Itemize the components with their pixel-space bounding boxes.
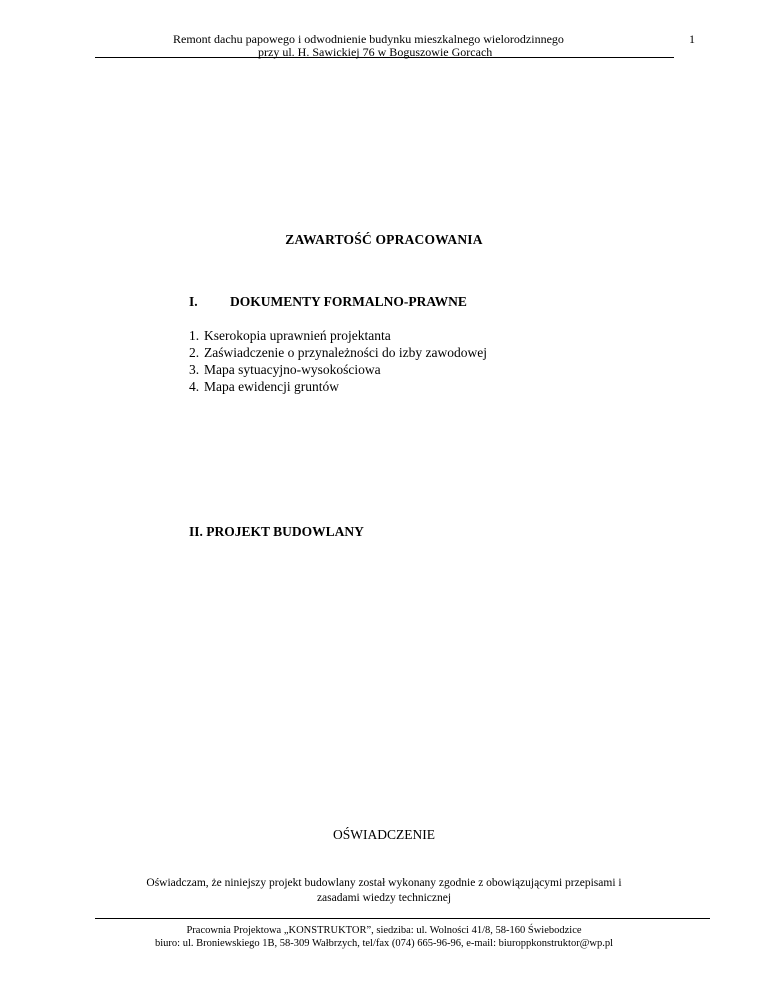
header-line-1: Remont dachu papowego i odwodnienie budynku mieszkalnego wielorodzinnego bbox=[173, 32, 564, 46]
list-item-text: Mapa sytuacyjno-wysokościowa bbox=[204, 362, 381, 377]
list-item bbox=[189, 344, 487, 361]
list-item-number: 4. bbox=[189, 379, 200, 394]
list-item-number: 1. bbox=[189, 328, 200, 343]
footer-divider bbox=[95, 918, 710, 919]
list-item-text: Kserokopia uprawnień projektanta bbox=[204, 328, 391, 343]
document-title: ZAWARTOŚĆ OPRACOWANIA bbox=[285, 232, 483, 247]
list-item bbox=[189, 378, 487, 395]
statement-title: OŚWIADCZENIE bbox=[333, 827, 435, 842]
page-number: 1 bbox=[689, 32, 695, 46]
list-item bbox=[189, 361, 487, 378]
statement-text bbox=[0, 876, 768, 906]
header-divider bbox=[95, 57, 674, 58]
section-2-heading: II. PROJEKT BUDOWLANY bbox=[189, 524, 364, 539]
statement-line-1: Oświadczam, że niniejszy projekt budowlany został wykonany zgodnie z obowiązującymi przepisami i bbox=[146, 877, 622, 889]
list-item-number: 3. bbox=[189, 362, 200, 377]
statement-line-2: zasadami wiedzy technicznej bbox=[316, 892, 452, 904]
footer-line-1: Pracownia Projektowa „KONSTRUKTOR”, siedziba: ul. Wolności 41/8, 58-160 Świebodzice bbox=[186, 925, 582, 936]
header-line-2: przy ul. H. Sawickiej 76 w Boguszowie Gorcach bbox=[258, 45, 493, 59]
footer-line-2: biuro: ul. Broniewskiego 1B, 58-309 Wałbrzych, tel/fax (074) 665-96-96, e-mail: biuroppkonstruktor@wp.pl bbox=[154, 938, 613, 949]
list-item-text: Mapa ewidencji gruntów bbox=[204, 379, 339, 394]
list-item bbox=[189, 327, 487, 344]
list-item-text: Zaświadczenie o przynależności do izby zawodowej bbox=[204, 345, 488, 360]
section-1-heading: DOKUMENTY FORMALNO-PRAWNE bbox=[230, 294, 467, 309]
section-1-numeral: I. bbox=[189, 294, 198, 309]
formal-documents-list bbox=[189, 327, 487, 395]
footer bbox=[0, 924, 768, 950]
list-item-number: 2. bbox=[189, 345, 200, 360]
